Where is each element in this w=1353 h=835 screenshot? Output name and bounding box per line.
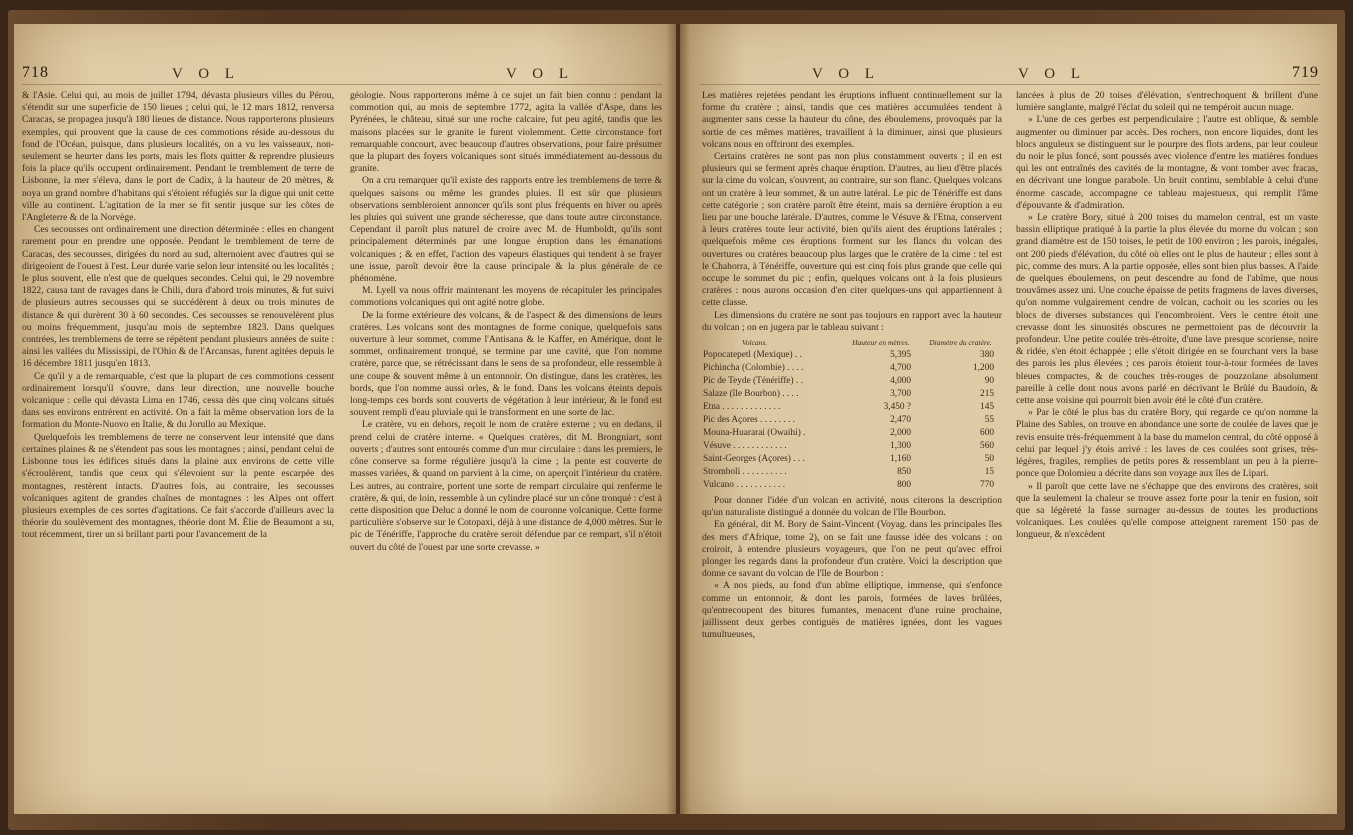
table-row [702, 440, 1002, 453]
volcano-name-cell: Popocatepetl (Mexique) . . [703, 350, 802, 361]
height-cell: 4,000 [890, 376, 912, 387]
right-column-2 [1016, 90, 1318, 814]
height-cell: 1,300 [890, 441, 912, 452]
table-row [702, 362, 1002, 375]
diameter-cell: 90 [984, 376, 994, 387]
paragraph: » Par le côté le plus bas du cratère Bory, qui regarde ce qu'on nomme la Plaine des Sables, on trouve en abondance une sorte de coulée de laves que je revis ensuite très-fréquemment à la base du mamelon central, du côté opposé à celui par lequel j'y étois arrivé : les laves de ces coulées sont grises, très-légères, fragiles, remplies de petits pores & ressemblant un peu à la pierre-ponce que Dolomieu a décrite dans son voyage aux îles de Lipari. [1016, 407, 1318, 480]
volcano-name-cell: Vésuve . . . . . . . . . . . . [703, 441, 787, 452]
diameter-cell: 560 [980, 441, 994, 452]
paragraph: Ce qu'il y a de remarquable, c'est que la plupart de ces commotions cessent ordinairement lorsqu'il s'ouvre, dans leur direction, une nouvelle bouche volcanique : celle qui dévasta Lima en 1746, cessa dès que cinq volcans situés dans ses environs entrèrent en activité. On a fait la même observation lors de la formation du Monte-Nuovo en Italie, & du Jorullo au Mexique. [22, 370, 334, 431]
volcano-table [702, 336, 1002, 492]
volcano-name-cell: Mouna-Huararai (Owaihi) . [703, 428, 806, 439]
paragraph: Quelquefois les tremblemens de terre ne conservent leur intensité que dans certaines plaines & ne s'étendent pas sous les montagnes ; ainsi, pendant celui de Lisbonne tous les édifices situés dans la plaine aux environs de cette ville s'écroulèrent, tandis que ceux qui s'élevoient sur la pente escarpée des montagnes, restèrent intacts. D'autres fois, au contraire, les secousses volcaniques agitent de grandes chaînes de montagnes : les Alpes ont offert plusieurs exemples de ces sortes d'agitations. Ce fait s'accorde d'ailleurs avec la théorie du soulèvement des montagnes, théorie dont M. Élie de Beaumont a su, tout récemment, tirer un si brillant parti pour l'avancement de la [22, 431, 334, 541]
diameter-cell: 55 [984, 415, 994, 426]
left-column-1 [22, 90, 334, 814]
height-cell: 2,000 [890, 428, 912, 439]
height-cell: 4,700 [890, 363, 912, 374]
paragraph: M. Lyell va nous offrir maintenant les moyens de récapituler les principales commotions volcaniques qui ont agité notre globe. [350, 285, 662, 309]
diameter-cell: 15 [984, 467, 994, 478]
header-rule [700, 84, 1320, 85]
col-header-diameter: Diamètre du cratère. [929, 338, 992, 348]
paragraph: Pour donner l'idée d'un volcan en activité, nous citerons la description qu'un naturaliste distingué a donnée du volcan de l'île Bourbon. [702, 495, 1002, 519]
diameter-cell: 1,200 [973, 363, 994, 374]
table-row [702, 388, 1002, 401]
paragraph: & l'Asie. Celui qui, au mois de juillet 1794, dévasta plusieurs villes du Pérou, s'étendit sur une superficie de 150 lieues ; celui qui, le 12 mars 1812, renversa Caracas, se propagea jusqu'à 180 lieues de distance. Nous rapporterons plusieurs exemples, qui prouvent que la cause de ces commotions réside au-dessous du fond de l'Océan, puisque, dans plusieurs localités, on a vu les vaisseaux, non-seulement se heurter dans les ports, mais les flots quitter & reprendre plusieurs fois la place qu'ils occupent ordinairement. Pendant le tremblement de terre de Lisbonne, la mer s'éleva, dans le port de Cadix, à la hauteur de 20 mètres, & noya un grand nombre d'habitans qui s'étoient réfugiés sur la digue qui unit cette ville au continent. L'agitation de la mer se fit sentir jusque sur les côtes de l'Angleterre & de la Norvège. [22, 90, 334, 224]
height-cell: 3,700 [890, 389, 912, 400]
diameter-cell: 50 [984, 454, 994, 465]
paragraph: Le cratère, vu en dehors, reçoit le nom de cratère externe ; vu en dedans, il prend celui de cratère interne. « Quelques cratères, dit M. Brongniart, sont ouverts ; d'autres sont entourés comme d'un mur circulaire : dans les premiers, le cône conserve sa forme régulière jusqu'à la cime ; la pente est couverte de masses variées, & quand on parvient à la cime, on aperçoit l'intérieur du cratère. Les autres, au contraire, portent une sorte de rempart circulaire qui renferme le cratère, & qui, de loin, ressemble à un cylindre placé sur un cône tronqué : c'est à cette disposition que Deluc a donné le nom de couronne volcanique. Cette forme particulière s'observe sur le Cotopaxi, déjà à une distance de 4,000 mètres. Sur le pic de Ténériffe, l'approche du cratère seroit défendue par ce rempart, s'il n'étoit ouvert du côté de l'ouest par une sorte crevasse. » [350, 419, 662, 553]
table-row [702, 466, 1002, 479]
volcano-name-cell: Pic de Teyde (Ténériffe) . . [703, 376, 803, 387]
paragraph: On a cru remarquer qu'il existe des rapports entre les tremblemens de terre & quelques saisons ou même les grandes pluies. Il est sûr que plusieurs observations sembleroient annoncer qu'ils sont plus fréquents en hiver ou après les pluies qui suivent une grande sécheresse, que dans toute autre circonstance. Cependant il paroît plus naturel de croire avec M. de Humboldt, qu'ils sont principalement déterminés par une longue éruption dans les émanations volcaniques ; & en effet, l'action des vapeurs élastiques qui tendent à se frayer une issue, paroît devoir être la cause principale & la plus générale de ce phénomène. [350, 175, 662, 285]
volcano-name-cell: Pic des Açores . . . . . . . . [703, 415, 795, 426]
volcano-name-cell: Stromboli . . . . . . . . . . [703, 467, 787, 478]
table-row [702, 479, 1002, 492]
table-row [702, 349, 1002, 362]
paragraph: En général, dit M. Bory de Saint-Vincent (Voyag. dans les principales îles des mers d'Afrique, tome 2), on se fait une fausse idée des volcans : on croiroit, à entendre plusieurs voyageurs, que l'on ne peut qu'avec effroi plonger les regards dans la profondeur d'un cratère. Voici la description que donne ce savant du volcan de l'île de Bourbon : [702, 519, 1002, 580]
right-page [680, 24, 1337, 814]
right-running-head-2: V O L [1018, 66, 1087, 82]
col-header-volcan: Volcans. [742, 338, 768, 348]
paragraph: Les dimensions du cratère ne sont pas toujours en rapport avec la hauteur du volcan ; on en jugera par le tableau suivant : [702, 309, 1002, 333]
paragraph: » Il paroît que cette lave ne s'échappe que des environs des cratères, soit que la seulement la chaleur se trouve assez forte pour la tenir en fusion, soit que sa légèreté la fasse surnager au-dessus de toutes les productions volcaniques. Les coulées qu'elle compose atteignent rarement 150 pas de longueur, & n'excèdent [1016, 480, 1318, 541]
diameter-cell: 770 [980, 480, 994, 491]
paragraph: » Le cratère Bory, situé à 200 toises du mamelon central, est un vaste bassin elliptique pratiqué à la partie la plus élevée du morne du volcan ; son grand diamètre est de 150 toises, le petit de 100 environ ; les parois, inégales, ont 200 pieds d'élévation, du côté où elles ont le plus de hauteur ; elles sont à pic, comme des murs. A la partie opposée, elles sont bien plus basses. A l'aide de quelques éboulemens, on peut descendre au fond de l'abîme, que nous trouvâmes assez uni. Une couche épaisse de petits fragmens de laves diverses, qu'on nomme vulgairement cendre de volcan, cachoit ou les scories ou les blocs de diverses substances qui l'encombroient. Vers le centre étoit une crevasse dont les sinuosités obscures ne permettoient pas de découvrir la profondeur. Une petite coulée très-étroite, d'une lave presque scoriense, noire & ridée, s'en étoit échappée ; elle s'étoit dirigée en se fourchant vers la base des parois les plus élevées ; ces parois étoient tour-à-tour formées de laves bleues compactes, & de couches très-rouges de pouzzolane absolument pareille à celle dont nous avons parlé en décrivant le Brûlé du Baudoin, & cette anse voisine qui pourroit bien avoir été le côté d'un cratère. [1016, 212, 1318, 407]
height-cell: 850 [897, 467, 912, 478]
table-row [702, 375, 1002, 388]
volcano-name-cell: Etna . . . . . . . . . . . . . [703, 402, 781, 413]
table-row [702, 401, 1002, 414]
table-row [702, 453, 1002, 466]
paragraph: Certains cratères ne sont pas non plus constamment ouverts ; il en est plusieurs qui se ferment après chaque éruption. D'autres, au lieu d'être placés sur la cime du volcan, s'ouvrent, au contraire, sur son flanc. Quelques volcans ont un cratère à leur sommet, & un autre latéral. Le pic de Ténériffe est dans cette catégorie ; son cratère paroît être éteint, mais sa dernière éruption a eu lieu par une bouche latérale. D'autres, comme le Vésuve & l'Etna, conservent à leurs cratères toute leur activité, bien qu'ils aient des éruptions latérales ; quelquefois même ces éruptions forment sur les flancs du volcan des ouvertures ou cratères beaucoup plus larges que le cratère de la cime : tel est le Chahorra, à Ténériffe, ouverture qui est cinq fois plus grande que celle qui occupe le sommet du pic ; enfin, quelques volcans ont à la fois plusieurs cratères : nous aurons occasion d'en citer quelques-uns qui appartiennent à cette classe. [702, 151, 1002, 309]
left-column-2 [350, 90, 662, 814]
volcano-name-cell: Vulcano . . . . . . . . . . . [703, 480, 786, 491]
diameter-cell: 215 [980, 389, 994, 400]
diameter-cell: 380 [980, 350, 994, 361]
height-cell: 5,395 [890, 350, 912, 361]
paragraph: « A nos pieds, au fond d'un abîme elliptique, immense, qui s'enfonce comme un entonnoir, & dont les parois, formées de laves brûlées, qu'entrecoupent des bitures fumantes, menacent d'une ruine prochaine, jaillissent deux gerbes contiguës de matières ignées, dont les vagues tumultueuses, [702, 580, 1002, 641]
header-rule [22, 84, 662, 85]
diameter-cell: 145 [980, 402, 994, 413]
diameter-cell: 600 [980, 428, 994, 439]
paragraph: lancées à plus de 20 toises d'élévation, s'entrechoquent & brillent d'une lumière sanglante, malgré l'éclat du soleil qui ne tempéroit aucun nuage. [1016, 90, 1318, 114]
right-running-head-1: V O L [812, 66, 881, 82]
left-page [14, 24, 676, 814]
book-gutter [666, 24, 690, 814]
table-header-row [702, 336, 1002, 349]
height-cell: 800 [897, 480, 912, 491]
height-cell: 1,160 [890, 454, 912, 465]
paragraph: De la forme extérieure des volcans, & de l'aspect & des dimensions de leurs cratères. Les volcans sont des montagnes de forme conique, quelquefois sans ouverture à leur sommet, comme l'Antisana & le Kaffer, en Amérique, dont le sommet, ordinairement tronqué, se termine par une cavité, que l'on nomme cratère, parce que, se rétrécissant dans le sens de sa profondeur, elle ressemble à une coupe & souvent même à un entonnoir. On distingue, dans les cratères, les bords, que l'on nomme aussi orles, & le fond. Dans les volcans éteints depuis long-temps ces bords sont couverts de végétation à leur intérieur, & le fond est souvent rempli d'eau pluviale qui le transforment en une sorte de lac. [350, 309, 662, 419]
paragraph: géologie. Nous rapporterons même à ce sujet un fait bien connu : pendant la commotion qui, au mois de septembre 1772, agita la vallée d'Aspe, dans les Pyrénées, le château, situé sur une roche calcaire, fut peu agité, tandis que les maisons placées sur le granite le furent violemment. Cette circonstance fort remarquable concourt, avec beaucoup d'autres observations, pour faire présumer que la plupart des foyers volcaniques sont situés immédiatement au-dessous du granite. [350, 90, 662, 175]
left-running-head-1: V O L [172, 66, 241, 82]
paragraph: » L'une de ces gerbes est perpendiculaire ; l'autre est oblique, & semble augmenter ou diminuer par accès. Des rochers, non encore liquides, dont les blocs anguleux se distinguent sur le pourpre des flots ardens, par leur couleur du noir le plus foncé, sont poussés avec violence d'entre les matières fondues qui les ont entraînés des cavités de la montagne, & vont tomber avec fracas, en décrivant une longue parabole. Un bruit continu, semblable à celui d'une énorme cascade, accompagne ce tableau majestueux, qui remplit l'âme d'épouvante & d'admiration. [1016, 114, 1318, 211]
left-page-number: 718 [22, 64, 49, 81]
table-row [702, 427, 1002, 440]
volcano-name-cell: Salaze (île Bourbon) . . . . [703, 389, 799, 400]
height-cell: 2,470 [890, 415, 912, 426]
volcano-name-cell: Pichincha (Colombie) . . . . [703, 363, 804, 374]
height-cell: 3,450 ? [883, 402, 912, 413]
right-page-number: 719 [1292, 64, 1319, 81]
paragraph: Les matières rejetées pendant les éruptions influent continuellement sur la forme du cratère ; ainsi, tandis que ces matières accumulées tendent à augmenter sans cesse la hauteur du cône, des éboulemens, provoqués par la sortie de ces mêmes matières, travaillent à la diminuer, ainsi que plusieurs volcans nous en offriront des exemples. [702, 90, 1002, 150]
volcano-name-cell: Saint-Georges (Açores) . . . [703, 454, 805, 465]
table-row [702, 414, 1002, 427]
col-header-height: Hauteur en mètres. [852, 338, 910, 348]
left-running-head-2: V O L [506, 66, 575, 82]
right-column-1 [702, 90, 1002, 814]
paragraph: Ces secousses ont ordinairement une direction déterminée : elles en changent rarement pour en prendre une opposée. Pendant le tremblement de terre de Caracas, des secousses, dirigées du nord au sud, alternoient avec d'autres qui se dirigeoient de l'ouest à l'est. Leur durée varie selon leur intensité ou les localités ; le plus souvent, elle n'est que de quelques secondes. Celui qui, le 29 novembre 1822, causa tant de ravages dans le Chili, dura d'abord trois minutes, & fut suivi de plusieurs autres secousses qui se succédèrent à deux ou trois minutes de distance & qui durèrent 30 à 60 secondes. Ces secousses se renouvelèrent plus ou moins fréquemment, jusqu'au mois de septembre 1823. Dans quelques contrées, les tremblemens de terre se répètent pendant plusieurs années de suite : ainsi les vallées du Mississipi, de l'Ohio & de l'Arcansas, furent agitées depuis le 16 décembre 1811 jusqu'en 1813. [22, 224, 334, 370]
